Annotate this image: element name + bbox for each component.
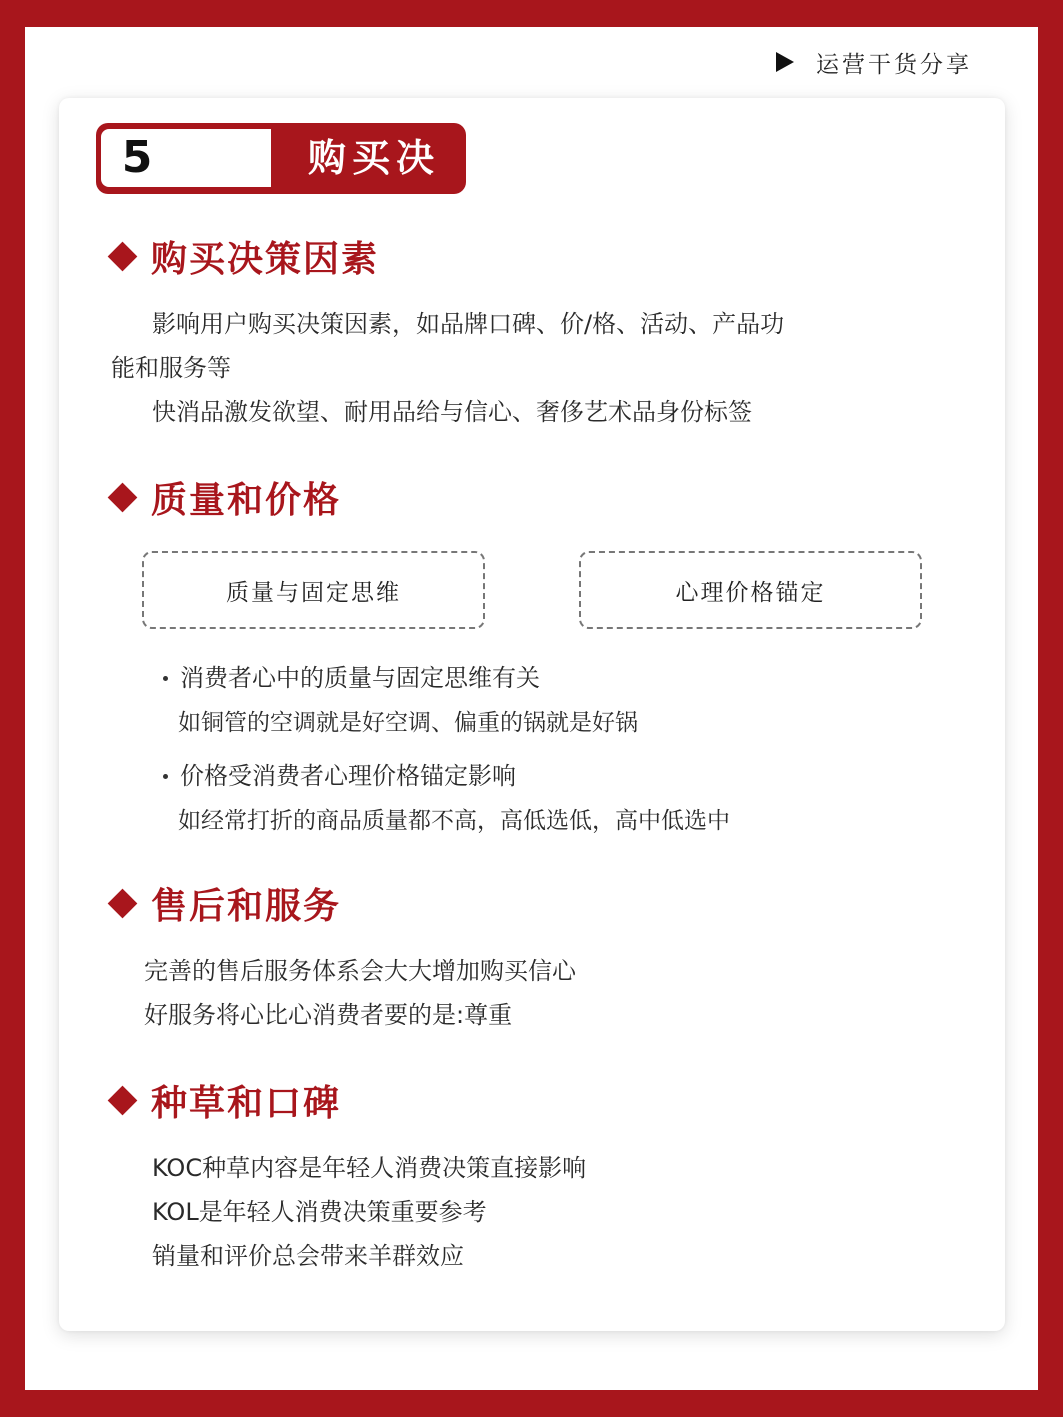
play-icon	[776, 52, 794, 72]
diamond-icon	[108, 888, 138, 918]
diamond-icon	[108, 482, 138, 512]
concept-box-quality: 质量与固定思维	[142, 551, 485, 629]
chapter-banner	[96, 123, 466, 238]
section-heading-after-sales	[107, 879, 341, 927]
series-label: 运营干货分享	[816, 51, 972, 78]
series-tag	[776, 44, 972, 80]
wom-line-2: KOL是年轻人消费决策重要参考	[152, 1198, 487, 1226]
section-title: 售后和服务	[151, 885, 342, 927]
section-heading-quality-price	[107, 473, 341, 521]
bullet-dot	[163, 774, 168, 779]
quality-bullet-1-example: 如铜管的空调就是好空调、偏重的锅就是好锅	[178, 710, 638, 736]
wom-line-3: 销量和评价总会带来羊群效应	[152, 1242, 464, 1270]
quality-bullet-1: 消费者心中的质量与固定思维有关	[180, 664, 540, 692]
chapter-title: 购买决策	[308, 136, 441, 238]
concept-box-price-anchor: 心理价格锚定	[579, 551, 922, 629]
factors-line-2: 能和服务等	[111, 354, 231, 382]
after-sales-line-1: 完善的售后服务体系会大大增加购买信心	[144, 957, 576, 985]
quality-bullet-2-example: 如经常打折的商品质量都不高，高低选低，高中低选中	[178, 808, 730, 834]
after-sales-line-2: 好服务将心比心消费者要的是:尊重	[144, 1001, 513, 1029]
bullet-dot	[163, 676, 168, 681]
diamond-icon	[108, 1085, 138, 1115]
section-title: 种草和口碑	[151, 1082, 342, 1124]
section-heading-word-of-mouth	[107, 1076, 341, 1124]
section-title: 质量和价格	[151, 479, 342, 521]
quality-bullet-2: 价格受消费者心理价格锚定影响	[180, 762, 516, 790]
factors-line-3: 快消品激发欲望、耐用品给与信心、奢侈艺术品身份标签	[152, 398, 752, 426]
section-heading-factors	[107, 232, 379, 280]
factors-line-1: 影响用户购买决策因素，如品牌口碑、价/格、活动、产品功	[152, 310, 785, 338]
wom-line-1: KOC种草内容是年轻人消费决策直接影响	[152, 1154, 587, 1182]
diamond-icon	[108, 241, 138, 271]
section-title: 购买决策因素	[151, 238, 380, 280]
chapter-number: 5	[121, 132, 153, 183]
